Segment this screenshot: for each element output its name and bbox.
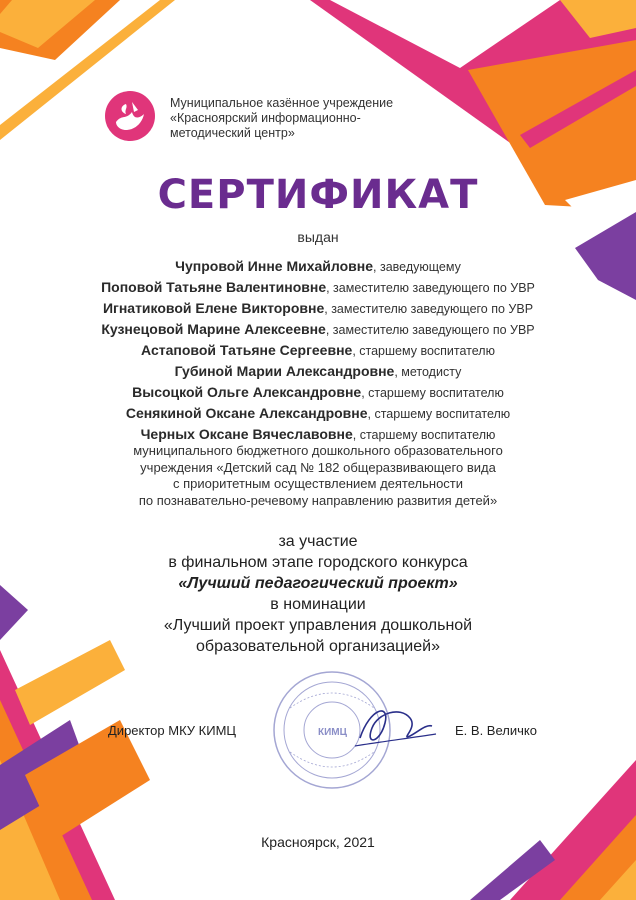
signer-name: Е. В. Величко <box>455 723 537 738</box>
org-line: методический центр» <box>170 126 295 140</box>
contest-name: «Лучший педагогический проект» <box>178 575 458 592</box>
issued-label: выдан <box>297 229 339 245</box>
institution-line: учреждения «Детский сад № 182 общеразвивающего вида <box>140 459 496 475</box>
nomination-name-line: «Лучший проект управления дошкольной <box>163 617 473 634</box>
recipient-role: , старшему воспитателю <box>352 428 496 442</box>
kimc-flame-logo-icon <box>104 90 156 142</box>
recipient-name: Черных Оксане Вячеславовне <box>140 426 353 442</box>
recipient-name: Поповой Татьяне Валентиновне <box>101 279 327 295</box>
institution-line: по познавательно-речевому направлению развития детей» <box>138 492 498 508</box>
nomination-label: в номинации <box>270 596 366 613</box>
recipient-name: Астаповой Татьяне Сергеевне <box>141 342 353 358</box>
recipient-name: Игнатиковой Елене Викторовне <box>102 300 325 316</box>
recipient-row <box>0 361 636 382</box>
handwritten-signature <box>360 711 432 740</box>
recipient-row <box>0 340 636 361</box>
recipient-role: , старшему воспитателю <box>361 386 504 400</box>
award-stage: в финальном этапе городского конкурса <box>168 554 468 571</box>
recipient-role: , старшему воспитателю <box>352 344 495 358</box>
recipient-row <box>0 277 636 298</box>
footer-place-date: Красноярск, 2021 <box>261 834 375 850</box>
recipient-row <box>0 424 636 445</box>
certificate-title: СЕРТИФИКАТ <box>157 172 479 218</box>
recipient-row <box>0 382 636 403</box>
award-block <box>0 531 636 657</box>
institution-line: муниципального бюджетного дошкольного образовательного <box>133 443 503 458</box>
recipient-role: , старшему воспитателю <box>367 407 511 421</box>
org-line: Муниципальное казённое учреждение <box>170 96 394 110</box>
handwritten-signature-underline <box>355 734 436 746</box>
recipient-name: Высоцкой Ольге Александровне <box>132 384 362 400</box>
recipient-row <box>0 298 636 319</box>
seal-text: КИМЦ <box>318 727 347 738</box>
recipient-name: Чупровой Инне Михайловне <box>175 258 374 274</box>
recipient-name: Сенякиной Оксане Александровне <box>125 405 368 421</box>
award-for: за участие <box>278 533 358 550</box>
recipient-role: , заместителю заведующего по УВР <box>326 281 535 295</box>
recipient-role: , заведующему <box>373 260 461 274</box>
recipient-role: , заместителю заведующего по УВР <box>324 302 534 316</box>
recipient-name: Губиной Марии Александровне <box>174 363 395 379</box>
recipient-role: , методисту <box>394 365 462 379</box>
nomination-name-line: образовательной организацией» <box>196 638 440 655</box>
official-seal-icon <box>260 668 440 793</box>
recipient-row <box>0 319 636 340</box>
recipient-list <box>0 256 636 445</box>
recipient-role: , заместителю заведующего по УВР <box>325 323 535 337</box>
organization-name <box>170 96 470 141</box>
institution-name <box>0 443 636 509</box>
org-line: «Красноярский информационно- <box>170 111 361 125</box>
recipient-row <box>0 403 636 424</box>
director-title: Директор МКУ КИМЦ <box>108 723 237 738</box>
institution-line: с приоритетным осуществлением деятельности <box>172 476 464 491</box>
recipient-name: Кузнецовой Марине Алексеевне <box>101 321 326 337</box>
recipient-row <box>0 256 636 277</box>
